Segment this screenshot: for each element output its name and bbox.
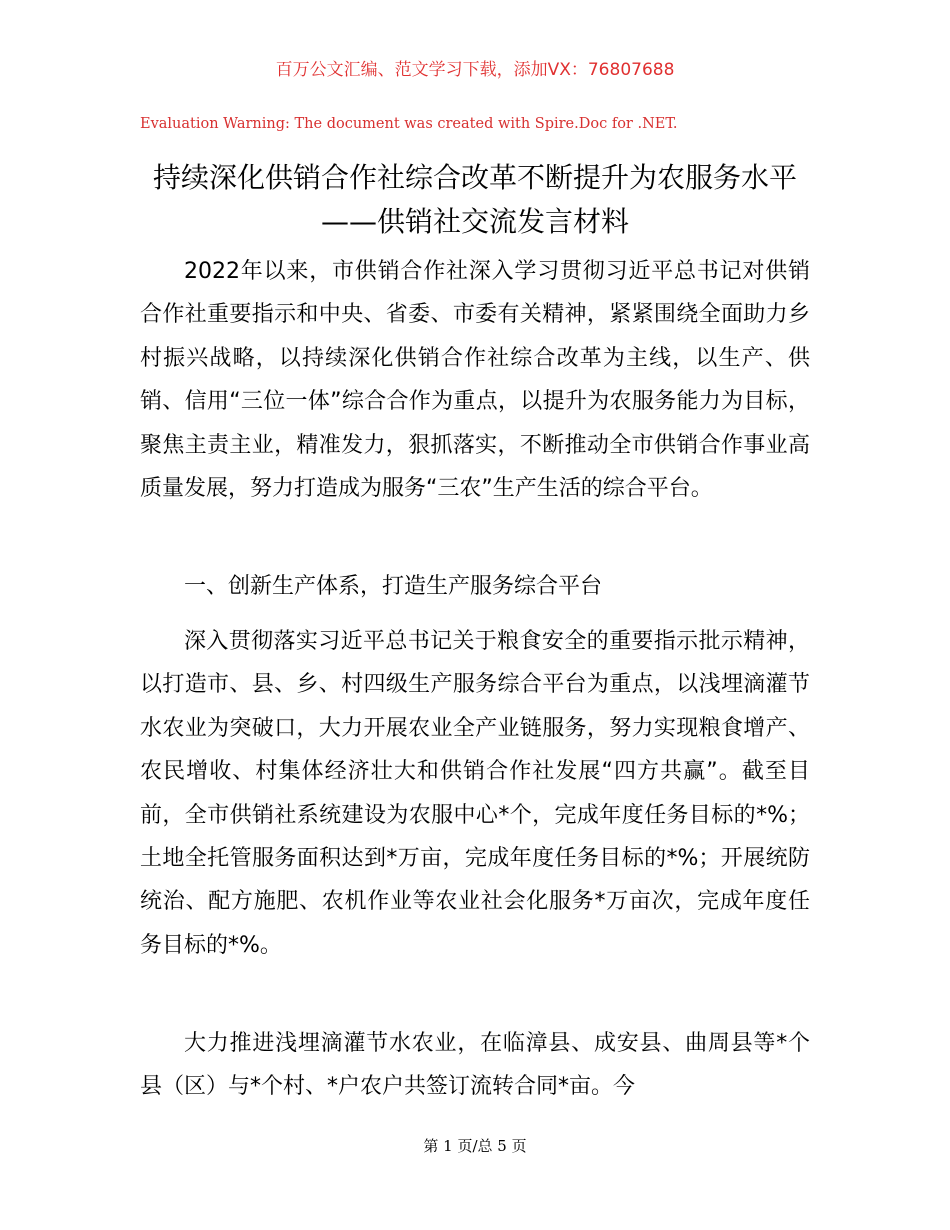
section-heading-1: 一、创新生产体系，打造生产服务综合平台 xyxy=(184,574,603,599)
page-number: 第 1 页/总 5 页 xyxy=(423,1137,527,1155)
paragraph-section-1: 深入贯彻落实习近平总书记关于粮食安全的重要指示批示精神，以打造市、县、乡、村四级生产服务综合平台为重点，以浅埋滴灌节水农业为突破口，大力开展农业全产业链服务，努力实现粮食增产、农民增收、村集体经济壮大和供销合作社发展“四方共赢”。截至目前，全市供销社系统建设为农服中心*个，完成年度任务目标的*%；土地全托管服务面积达到*万亩，完成年度任务目标的*%；开展统防统治、配方施肥、农机作业等农业社会化服务*万亩次，完成年度任务目标的*%。 xyxy=(140,629,810,958)
document-title: 持续深化供销合作社综合改革不断提升为农服务水平——供销社交流发言材料 xyxy=(152,161,797,238)
paragraph-intro: 2022年以来，市供销合作社深入学习贯彻习近平总书记对供销合作社重要指示和中央、省委、市委有关精神，紧紧围绕全面助力乡村振兴战略，以持续深化供销合作社综合改革为主线，以生产、供销、信用“三位一体”综合合作为重点，以提升为农服务能力为目标，聚焦主责主业，精准发力，狠抓落实，不断推动全市供销合作事业高质量发展，努力打造成为服务“三农”生产生活的综合平台。 xyxy=(140,259,810,502)
promo-banner: 百万公文汇编、范文学习下载，添加VX：76807688 xyxy=(275,60,675,80)
evaluation-warning: Evaluation Warning: The document was created with Spire.Doc for .NET. xyxy=(140,116,678,132)
paragraph-section-1-continued: 大力推进浅埋滴灌节水农业，在临漳县、成安县、曲周县等*个县（区）与*个村、*户农户共签订流转合同*亩。今 xyxy=(140,1031,810,1100)
